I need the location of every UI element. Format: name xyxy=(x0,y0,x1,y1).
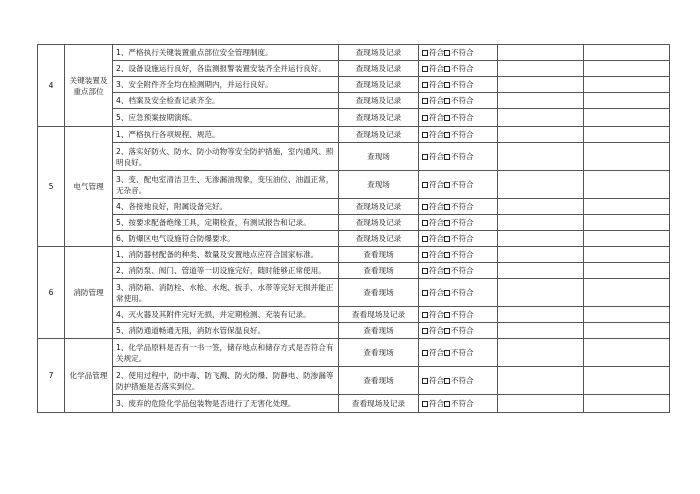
remarks-cell[interactable] xyxy=(584,231,670,247)
option-yes-label: 符合 xyxy=(429,266,444,275)
remarks-cell[interactable] xyxy=(584,77,670,93)
table-row xyxy=(38,215,670,231)
result-options xyxy=(419,263,498,279)
findings-cell[interactable] xyxy=(498,263,584,279)
check-item-text: 1、消防器材配备的种类、数量及安置地点应符合国家标准。 xyxy=(113,247,339,263)
option-no-label: 不符合 xyxy=(451,202,474,211)
check-method: 查看现场 xyxy=(339,247,419,263)
check-item-text: 5、消防通道畅通无阻，消防水管保温良好。 xyxy=(113,323,339,339)
inspection-table xyxy=(37,44,670,413)
checkbox-yes-icon[interactable] xyxy=(422,312,428,318)
check-method: 查现场及记录 xyxy=(339,215,419,231)
check-item-text: 3、消防箱、消防栓、水枪、水炮、扳手、水带等完好无损并能正常使用。 xyxy=(113,279,339,307)
checkbox-yes-icon[interactable] xyxy=(422,182,428,188)
checkbox-yes-icon[interactable] xyxy=(422,328,428,334)
option-no-label: 不符合 xyxy=(451,266,474,275)
remarks-cell[interactable] xyxy=(584,127,670,143)
table-row xyxy=(38,109,670,127)
table-row xyxy=(38,263,670,279)
findings-cell[interactable] xyxy=(498,215,584,231)
check-method: 查现场及记录 xyxy=(339,45,419,61)
check-method: 查现场及记录 xyxy=(339,109,419,127)
checkbox-yes-icon[interactable] xyxy=(422,115,428,121)
option-no-label: 不符合 xyxy=(451,180,474,189)
option-yes-label: 符合 xyxy=(429,250,444,259)
option-no-label: 不符合 xyxy=(451,399,474,408)
remarks-cell[interactable] xyxy=(584,45,670,61)
findings-cell[interactable] xyxy=(498,171,584,199)
section-number: 7 xyxy=(38,339,65,413)
table-row xyxy=(38,171,670,199)
findings-cell[interactable] xyxy=(498,143,584,171)
result-options xyxy=(419,339,498,367)
option-no-label: 不符合 xyxy=(451,348,474,357)
result-options xyxy=(419,367,498,395)
checkbox-no-icon[interactable] xyxy=(444,236,450,242)
checkbox-yes-icon[interactable] xyxy=(422,132,428,138)
check-method: 查现场及记录 xyxy=(339,61,419,77)
section-category: 电气管理 xyxy=(65,127,113,247)
option-yes-label: 符合 xyxy=(429,96,444,105)
option-yes-label: 符合 xyxy=(429,288,444,297)
option-no-label: 不符合 xyxy=(451,64,474,73)
remarks-cell[interactable] xyxy=(584,61,670,77)
checkbox-no-icon[interactable] xyxy=(444,82,450,88)
option-yes-label: 符合 xyxy=(429,48,444,57)
table-row xyxy=(38,367,670,395)
check-method: 查现场及记录 xyxy=(339,93,419,109)
remarks-cell[interactable] xyxy=(584,339,670,367)
section-category: 关键装置及重点部位 xyxy=(65,45,113,127)
table-row xyxy=(38,127,670,143)
check-item-text: 2、使用过程中，防中毒、防飞溅、防火防爆、防静电、防渗漏等防护措施是否落实到位。 xyxy=(113,367,339,395)
option-yes-label: 符合 xyxy=(429,234,444,243)
remarks-cell[interactable] xyxy=(584,367,670,395)
remarks-cell[interactable] xyxy=(584,171,670,199)
option-no-label: 不符合 xyxy=(451,48,474,57)
remarks-cell[interactable] xyxy=(584,263,670,279)
option-yes-label: 符合 xyxy=(429,326,444,335)
findings-cell[interactable] xyxy=(498,109,584,127)
remarks-cell[interactable] xyxy=(584,215,670,231)
check-method: 查现场及记录 xyxy=(339,77,419,93)
option-yes-label: 符合 xyxy=(429,218,444,227)
checkbox-no-icon[interactable] xyxy=(444,132,450,138)
result-options xyxy=(419,215,498,231)
check-item-text: 2、消防泵、阀门、管道等一切设施完好，随时能够正常使用。 xyxy=(113,263,339,279)
table-row xyxy=(38,143,670,171)
result-options xyxy=(419,231,498,247)
check-item-text: 4、档案及安全检查记录齐全。 xyxy=(113,93,339,109)
findings-cell[interactable] xyxy=(498,61,584,77)
checkbox-yes-icon[interactable] xyxy=(422,50,428,56)
check-item-text: 1、严格执行关键装置重点部位安全管理制度。 xyxy=(113,45,339,61)
checkbox-no-icon[interactable] xyxy=(444,378,450,384)
section-category: 消防管理 xyxy=(65,247,113,339)
checkbox-yes-icon[interactable] xyxy=(422,236,428,242)
check-item-text: 2、落实好防火、防水、防小动物等安全防护措施，室内通风、照明良好。 xyxy=(113,143,339,171)
check-method: 查现场及记录 xyxy=(339,127,419,143)
findings-cell[interactable] xyxy=(498,367,584,395)
remarks-cell[interactable] xyxy=(584,323,670,339)
checkbox-no-icon[interactable] xyxy=(444,268,450,274)
check-item-text: 3、废弃的危险化学品包装物是否进行了无害化处理。 xyxy=(113,395,339,413)
table-row xyxy=(38,307,670,323)
remarks-cell[interactable] xyxy=(584,109,670,127)
option-yes-label: 符合 xyxy=(429,113,444,122)
check-method: 查看现场 xyxy=(339,279,419,307)
option-no-label: 不符合 xyxy=(451,130,474,139)
section-number: 5 xyxy=(38,127,65,247)
remarks-cell[interactable] xyxy=(584,199,670,215)
checkbox-yes-icon[interactable] xyxy=(422,82,428,88)
remarks-cell[interactable] xyxy=(584,143,670,171)
section-category: 化学品管理 xyxy=(65,339,113,413)
option-yes-label: 符合 xyxy=(429,152,444,161)
findings-cell[interactable] xyxy=(498,93,584,109)
check-item-text: 4、灭火器及其附件完好无损，并定期检测、充装有记录。 xyxy=(113,307,339,323)
checkbox-no-icon[interactable] xyxy=(444,328,450,334)
check-method: 查看现场及记录 xyxy=(339,307,419,323)
checkbox-no-icon[interactable] xyxy=(444,401,450,407)
checkbox-yes-icon[interactable] xyxy=(422,350,428,356)
findings-cell[interactable] xyxy=(498,247,584,263)
result-options xyxy=(419,45,498,61)
table-row xyxy=(38,231,670,247)
checkbox-no-icon[interactable] xyxy=(444,115,450,121)
option-no-label: 不符合 xyxy=(451,113,474,122)
findings-cell[interactable] xyxy=(498,45,584,61)
check-item-text: 1、严格执行各项规程、规范。 xyxy=(113,127,339,143)
checkbox-yes-icon[interactable] xyxy=(422,401,428,407)
result-options xyxy=(419,61,498,77)
check-item-text: 1、化学品原料是否有一书一签，储存地点和储存方式是否符合有关规定。 xyxy=(113,339,339,367)
table-row xyxy=(38,199,670,215)
table-row xyxy=(38,247,670,263)
checkbox-yes-icon[interactable] xyxy=(422,290,428,296)
result-options xyxy=(419,395,498,413)
result-options xyxy=(419,127,498,143)
result-options xyxy=(419,77,498,93)
findings-cell[interactable] xyxy=(498,395,584,413)
option-yes-label: 符合 xyxy=(429,348,444,357)
checkbox-yes-icon[interactable] xyxy=(422,154,428,160)
checkbox-no-icon[interactable] xyxy=(444,50,450,56)
section-number: 6 xyxy=(38,247,65,339)
check-item-text: 6、防爆区电气设施符合防爆要求。 xyxy=(113,231,339,247)
checkbox-yes-icon[interactable] xyxy=(422,66,428,72)
findings-cell[interactable] xyxy=(498,339,584,367)
remarks-cell[interactable] xyxy=(584,279,670,307)
result-options xyxy=(419,171,498,199)
checkbox-yes-icon[interactable] xyxy=(422,98,428,104)
option-yes-label: 符合 xyxy=(429,310,444,319)
option-no-label: 不符合 xyxy=(451,310,474,319)
check-method: 查现场 xyxy=(339,143,419,171)
table-row xyxy=(38,395,670,413)
option-no-label: 不符合 xyxy=(451,288,474,297)
table-row xyxy=(38,93,670,109)
findings-cell[interactable] xyxy=(498,231,584,247)
checkbox-no-icon[interactable] xyxy=(444,182,450,188)
checkbox-yes-icon[interactable] xyxy=(422,220,428,226)
option-no-label: 不符合 xyxy=(451,218,474,227)
result-options xyxy=(419,93,498,109)
findings-cell[interactable] xyxy=(498,77,584,93)
result-options xyxy=(419,199,498,215)
findings-cell[interactable] xyxy=(498,323,584,339)
check-method: 查看现场 xyxy=(339,263,419,279)
result-options xyxy=(419,279,498,307)
checkbox-no-icon[interactable] xyxy=(444,66,450,72)
table-row xyxy=(38,45,670,61)
table-row xyxy=(38,323,670,339)
table-row xyxy=(38,61,670,77)
option-yes-label: 符合 xyxy=(429,64,444,73)
findings-cell[interactable] xyxy=(498,127,584,143)
option-no-label: 不符合 xyxy=(451,96,474,105)
result-options xyxy=(419,109,498,127)
option-yes-label: 符合 xyxy=(429,376,444,385)
checkbox-no-icon[interactable] xyxy=(444,220,450,226)
option-yes-label: 符合 xyxy=(429,130,444,139)
check-item-text: 3、变、配电室清洁卫生、无渗漏油现象，变压油位、油温正常，无杂音。 xyxy=(113,171,339,199)
option-no-label: 不符合 xyxy=(451,376,474,385)
remarks-cell[interactable] xyxy=(584,93,670,109)
remarks-cell[interactable] xyxy=(584,307,670,323)
findings-cell[interactable] xyxy=(498,307,584,323)
check-method: 查看现场及记录 xyxy=(339,395,419,413)
result-options xyxy=(419,143,498,171)
option-yes-label: 符合 xyxy=(429,180,444,189)
check-method: 查现场及记录 xyxy=(339,231,419,247)
option-no-label: 不符合 xyxy=(451,234,474,243)
findings-cell[interactable] xyxy=(498,279,584,307)
option-no-label: 不符合 xyxy=(451,152,474,161)
option-no-label: 不符合 xyxy=(451,326,474,335)
option-yes-label: 符合 xyxy=(429,202,444,211)
check-item-text: 2、设备设施运行良好，各监测报警装置安装齐全并运行良好。 xyxy=(113,61,339,77)
checkbox-no-icon[interactable] xyxy=(444,204,450,210)
result-options xyxy=(419,247,498,263)
checkbox-no-icon[interactable] xyxy=(444,98,450,104)
checkbox-no-icon[interactable] xyxy=(444,154,450,160)
result-options xyxy=(419,307,498,323)
check-item-text: 5、按要求配备绝缘工具，定期检查，有测试报告和记录。 xyxy=(113,215,339,231)
check-method: 查现场 xyxy=(339,171,419,199)
table-row xyxy=(38,77,670,93)
checkbox-no-icon[interactable] xyxy=(444,252,450,258)
checkbox-no-icon[interactable] xyxy=(444,350,450,356)
checkbox-yes-icon[interactable] xyxy=(422,204,428,210)
checkbox-yes-icon[interactable] xyxy=(422,252,428,258)
checkbox-yes-icon[interactable] xyxy=(422,378,428,384)
checkbox-no-icon[interactable] xyxy=(444,312,450,318)
table-row xyxy=(38,339,670,367)
remarks-cell[interactable] xyxy=(584,247,670,263)
option-no-label: 不符合 xyxy=(451,250,474,259)
section-number: 4 xyxy=(38,45,65,127)
check-item-text: 4、各接地良好，附属设备完好。 xyxy=(113,199,339,215)
check-method: 查看现场 xyxy=(339,367,419,395)
table-row xyxy=(38,279,670,307)
remarks-cell[interactable] xyxy=(584,395,670,413)
check-method: 查看现场 xyxy=(339,323,419,339)
check-method: 查看现场 xyxy=(339,339,419,367)
check-method: 查现场及记录 xyxy=(339,199,419,215)
result-options xyxy=(419,323,498,339)
check-item-text: 3、安全附件齐全均在检测期内，并运行良好。 xyxy=(113,77,339,93)
option-yes-label: 符合 xyxy=(429,399,444,408)
check-item-text: 5、应急预案按期演练。 xyxy=(113,109,339,127)
option-no-label: 不符合 xyxy=(451,80,474,89)
findings-cell[interactable] xyxy=(498,199,584,215)
checkbox-yes-icon[interactable] xyxy=(422,268,428,274)
option-yes-label: 符合 xyxy=(429,80,444,89)
checkbox-no-icon[interactable] xyxy=(444,290,450,296)
